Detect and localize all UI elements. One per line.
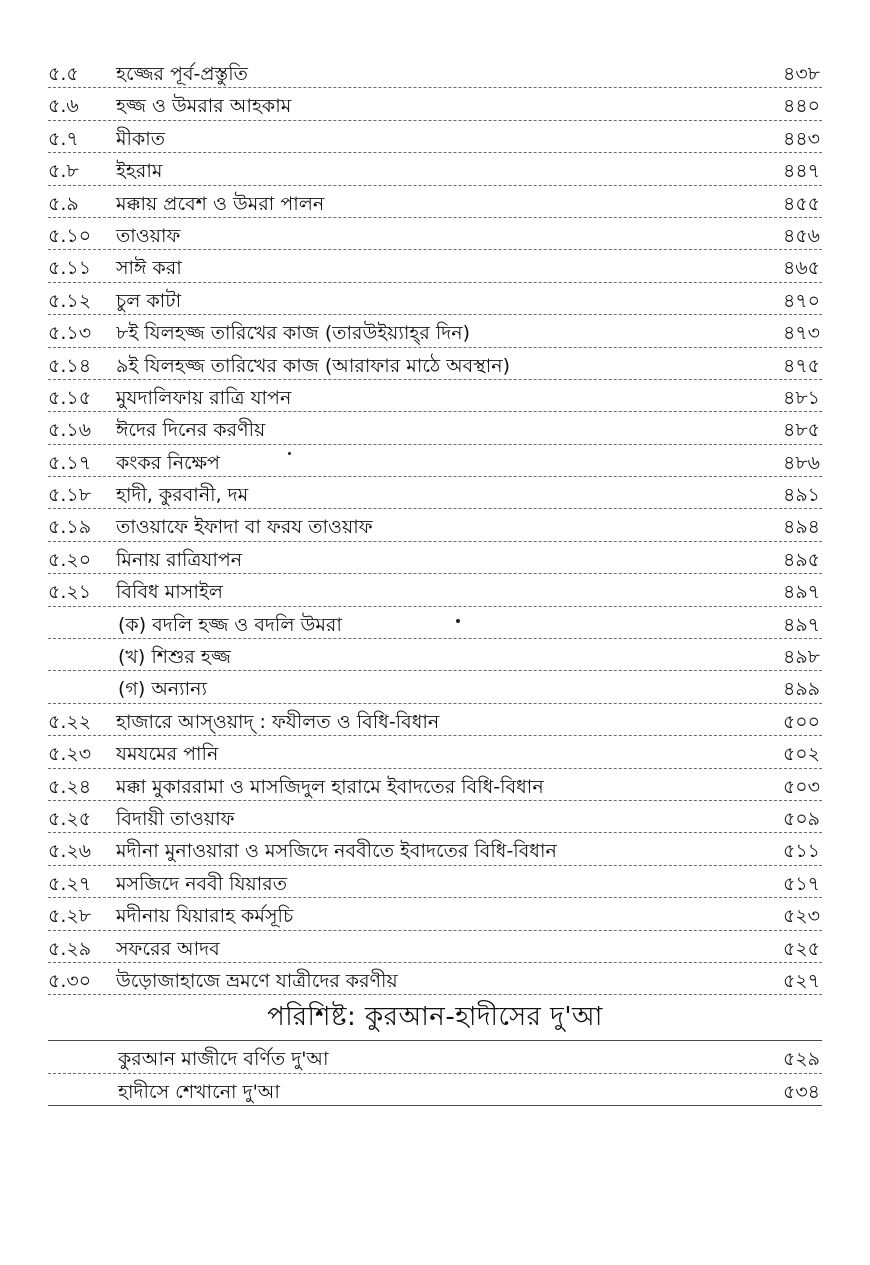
toc-entry [48, 412, 822, 444]
chapter-list [48, 56, 822, 995]
table-of-contents [48, 56, 822, 1106]
entry-page-number: ৪৪৩ [782, 127, 820, 150]
entry-number: ৫.১৭ [48, 451, 92, 474]
entry-title: ৮ই যিলহজ্জ তারিখের কাজ (তারউইয়্যাহ্‌র দিন) [116, 322, 471, 345]
entry-page-number: ৫২৩ [782, 905, 820, 928]
entry-title: (গ) অন্যান্য [118, 678, 207, 701]
entry-title: কুরআন মাজীদে বর্ণিত দু'আ [118, 1048, 329, 1071]
entry-title: মক্কায় প্রবেশ ও উমরা পালন [116, 192, 325, 215]
entry-number: ৫.৯ [48, 192, 79, 215]
entry-page-number: ৫০২ [782, 743, 820, 766]
entry-number: ৫.২৪ [48, 775, 92, 798]
toc-entry [48, 866, 822, 898]
toc-entry [48, 477, 822, 509]
entry-title: চুল কাটা [116, 289, 182, 312]
entry-page-number: ৪৪৭ [782, 160, 820, 183]
entry-page-number: ৪৭৩ [782, 322, 820, 345]
entry-page-number: ৫০০ [782, 710, 820, 733]
toc-entry [48, 931, 822, 963]
appendix-heading-text: পরিশিষ্ট: কুরআন-হাদীসের দু'আ [267, 1002, 603, 1033]
entry-number: ৫.২২ [48, 710, 92, 733]
entry-title: (ক) বদলি হজ্জ ও বদলি উমরা [118, 613, 342, 636]
entry-title: মক্কা মুকাররামা ও মাসজিদুল হারামে ইবাদতের বিধি-বিধান [116, 775, 544, 798]
entry-title: বিবিধ মাসাইল [116, 581, 223, 604]
entry-page-number: ৪৮১ [783, 386, 820, 409]
entry-page-number: ৪৪০ [782, 95, 820, 118]
entry-title: হজ্জের পূর্ব-প্রস্তুতি [116, 63, 248, 85]
entry-title: (খ) শিশুর হজ্জ [118, 646, 231, 669]
appendix-heading [48, 995, 822, 1041]
entry-page-number: ৫৩৪ [782, 1080, 820, 1103]
entry-title: ৯ই যিলহজ্জ তারিখের কাজ (আরাফার মাঠে অবস্থান) [116, 354, 511, 377]
entry-number: ৫.১৩ [48, 322, 92, 345]
toc-entry [48, 445, 822, 477]
entry-number: ৫.১৮ [48, 484, 92, 507]
entry-page-number: ৪৯৯ [783, 678, 820, 701]
entry-title: মদীনায় যিয়ারাহ কর্মসূচি [116, 905, 294, 928]
entry-title: ইহরাম [116, 160, 163, 183]
entry-number: ৫.১৬ [48, 419, 92, 442]
entry-page-number: ৪৯১ [783, 484, 820, 507]
toc-entry [48, 833, 822, 865]
entry-page-number: ৪৯৭ [782, 613, 820, 636]
entry-page-number: ৪৯৭ [782, 581, 820, 604]
entry-number: ৫.১৪ [48, 354, 92, 377]
toc-entry [48, 56, 822, 88]
entry-page-number: ৫১১ [783, 840, 820, 863]
toc-entry [48, 88, 822, 120]
entry-page-number: ৪৯৪ [783, 516, 820, 539]
entry-number: ৫.৬ [48, 95, 79, 118]
print-speck [288, 452, 291, 455]
entry-title: মীকাত [116, 127, 166, 150]
toc-entry [48, 283, 822, 315]
toc-entry [48, 218, 822, 250]
toc-entry [48, 509, 822, 541]
entry-title: ঈদের দিনের করণীয় [116, 419, 266, 442]
entry-number: ৫.১৫ [48, 386, 92, 409]
toc-entry [48, 186, 822, 218]
toc-entry [48, 315, 822, 347]
entry-number: ৫.১১ [48, 257, 92, 280]
entry-page-number: ৪৮৬ [782, 451, 820, 474]
toc-subentry [48, 607, 822, 639]
entry-page-number: ৪৭৫ [782, 354, 820, 377]
entry-page-number: ৪৩৮ [782, 63, 820, 85]
entry-title: হাজারে আস্‌ওয়াদ্‌ : ফযীলত ও বিধি-বিধান [116, 710, 440, 733]
entry-number: ৫.১৯ [48, 516, 92, 539]
appendix-entry [48, 1041, 822, 1073]
entry-page-number: ৪৮৫ [783, 419, 820, 442]
entry-title: মিনায় রাত্রিযাপন [116, 548, 243, 571]
entry-page-number: ৫২৫ [782, 937, 820, 960]
entry-title: সাঈ করা [116, 257, 182, 280]
entry-number: ৫.২৫ [48, 807, 92, 830]
entry-page-number: ৫১৭ [782, 872, 820, 895]
toc-entry [48, 769, 822, 801]
entry-title: সফরের আদব [116, 937, 220, 960]
entry-number: ৫.২৭ [48, 872, 92, 895]
entry-number: ৫.২৩ [48, 743, 92, 766]
toc-entry [48, 121, 822, 153]
entry-page-number: ৫২৯ [782, 1048, 820, 1071]
entry-number: ৫.২১ [48, 581, 92, 604]
toc-entry [48, 348, 822, 380]
entry-title: বিদায়ী তাওয়াফ [116, 807, 235, 830]
toc-entry [48, 153, 822, 185]
entry-title: তাওয়াফ [116, 224, 181, 247]
entry-title: মদীনা মুনাওয়ারা ও মসজিদে নববীতে ইবাদতের বিধি-বিধান [116, 840, 557, 863]
entry-page-number: ৪৬৫ [782, 257, 820, 280]
entry-page-number: ৪৯৫ [783, 548, 820, 571]
entry-title: মুযদালিফায় রাত্রি যাপন [116, 386, 292, 409]
entry-page-number: ৪৫৬ [782, 224, 820, 247]
appendix-list [48, 1041, 822, 1106]
entry-title: যমযমের পানি [116, 743, 219, 766]
entry-number: ৫.৭ [48, 127, 79, 150]
toc-entry [48, 963, 822, 995]
entry-page-number: ৪৭০ [782, 289, 820, 312]
toc-entry [48, 704, 822, 736]
appendix-entry [48, 1074, 822, 1106]
entry-title: হজ্জ ও উমরার আহকাম [116, 95, 292, 118]
entry-title: মসজিদে নববী যিয়ারত [116, 872, 287, 895]
entry-number: ৫.৫ [48, 63, 79, 85]
entry-title: হাদী, কুরবানী, দম [116, 484, 249, 507]
toc-entry [48, 542, 822, 574]
toc-entry [48, 380, 822, 412]
toc-subentry [48, 639, 822, 671]
entry-page-number: ৫০৩ [782, 775, 820, 798]
entry-title: হাদীসে শেখানো দু'আ [118, 1080, 280, 1103]
entry-title: তাওয়াফে ইফাদা বা ফরয তাওয়াফ [116, 516, 373, 539]
entry-title: কংকর নিক্ষেপ [116, 451, 220, 474]
entry-page-number: ৪৫৫ [783, 192, 820, 215]
entry-number: ৫.১২ [48, 289, 92, 312]
entry-number: ৫.২৯ [48, 937, 92, 960]
toc-entry [48, 801, 822, 833]
entry-number: ৫.২০ [48, 548, 92, 571]
entry-number: ৫.৮ [48, 160, 79, 183]
entry-title: উড়োজাহাজে ভ্রমণে যাত্রীদের করণীয় [116, 969, 398, 992]
print-speck [456, 619, 460, 623]
entry-number: ৫.২৮ [48, 905, 92, 928]
entry-number: ৫.২৬ [48, 840, 92, 863]
toc-entry [48, 736, 822, 768]
appendix-section [48, 995, 822, 1106]
entry-number: ৫.৩০ [48, 969, 92, 992]
toc-subentry [48, 671, 822, 703]
entry-page-number: ৫০৯ [782, 807, 820, 830]
entry-page-number: ৫২৭ [782, 969, 820, 992]
toc-entry [48, 898, 822, 930]
entry-number: ৫.১০ [48, 224, 92, 247]
toc-entry [48, 574, 822, 606]
entry-page-number: ৪৯৮ [783, 646, 820, 669]
toc-entry [48, 250, 822, 282]
